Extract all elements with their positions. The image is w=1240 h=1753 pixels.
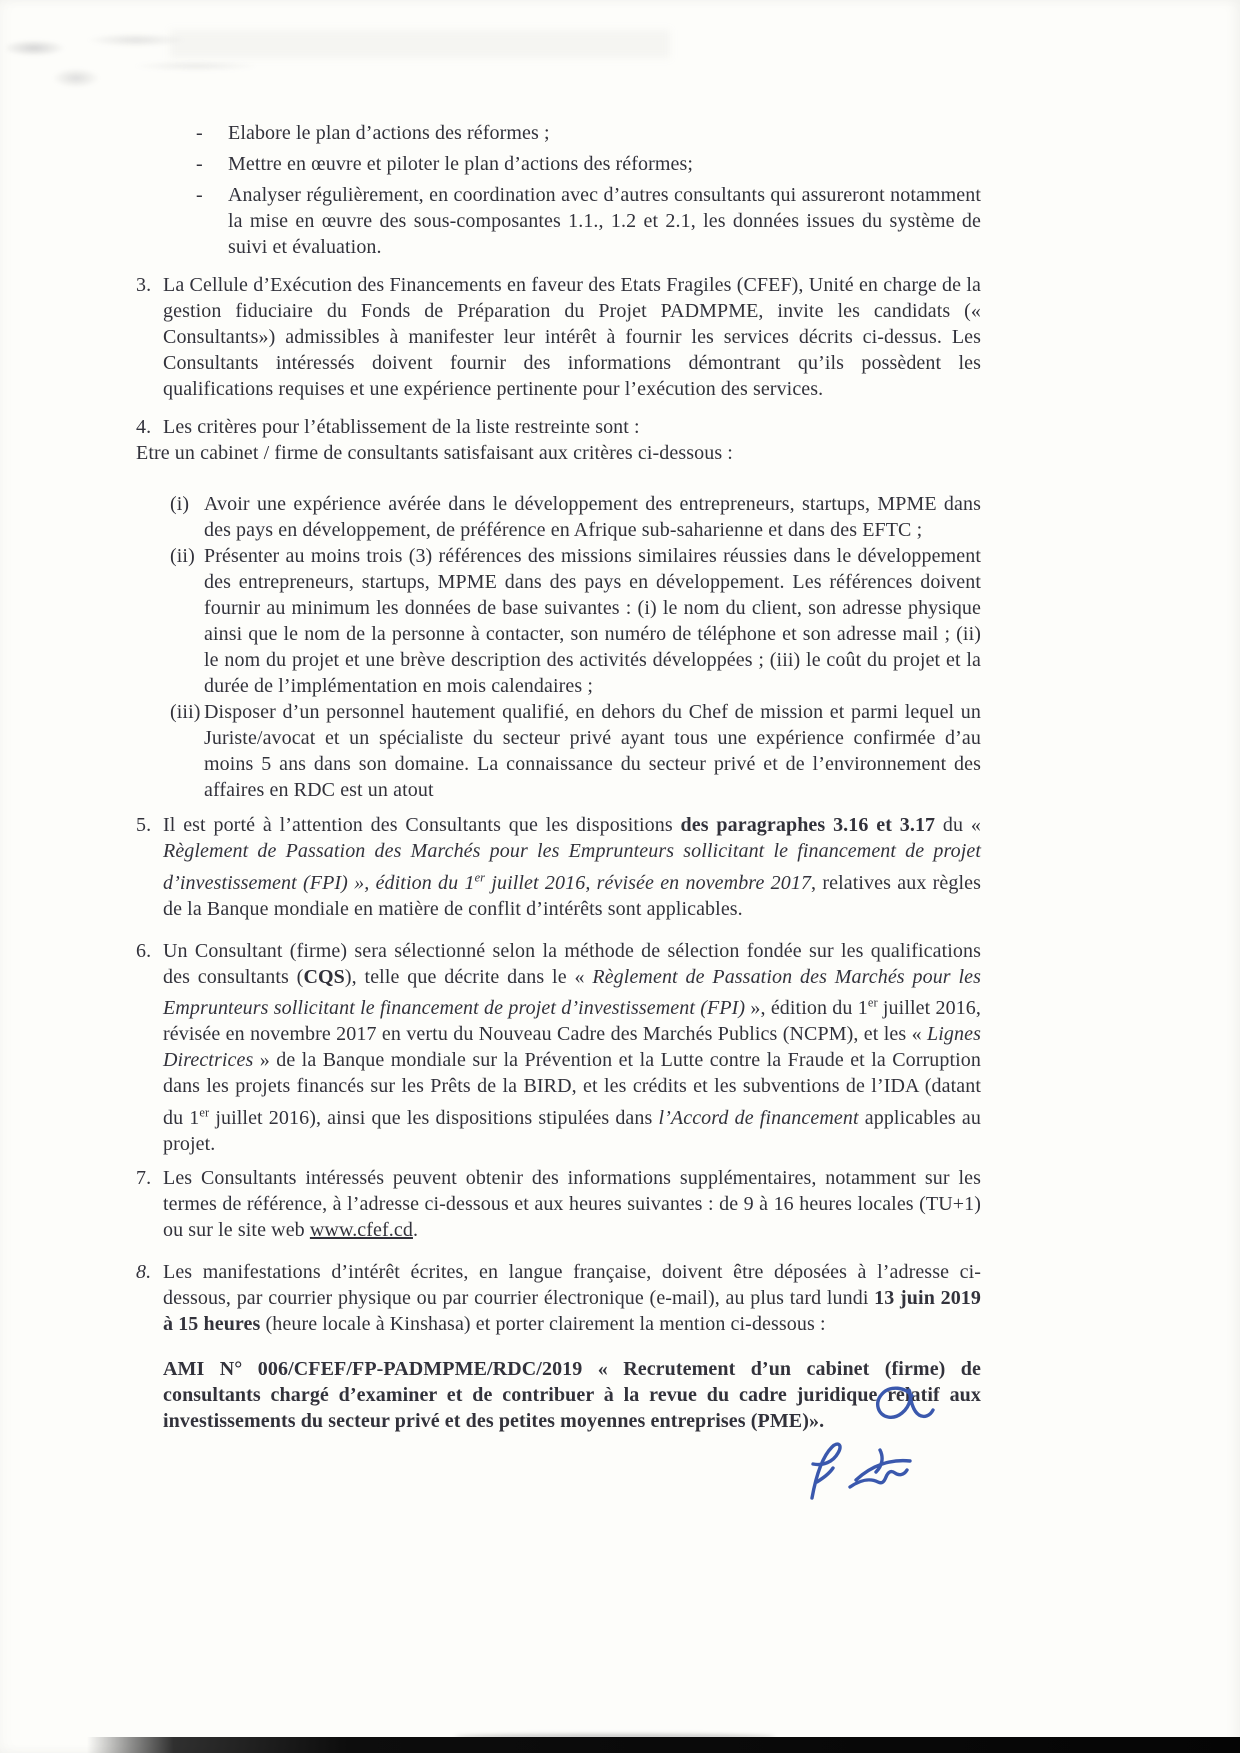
text-run: applicables au projet. [163,1106,981,1155]
criteria-list [136,491,981,803]
text-run: », édition du 1 [745,997,868,1020]
criteria-text: Disposer d’un personnel hautement qualifié, en dehors du Chef de mission et parmi lequel un Juriste/avocat et un spécialiste du secteur privé ayant tous une expérience confirmée d’au moins 5 ans dans son domaine. La connaissance du secteur privé et de l’environnement des affaires en RDC est un atout [204,701,981,801]
bullet-dash-icon: - [196,122,203,144]
text-run: Les manifestations d’intérêt écrites, en langue française, doivent être déposées à l’adresse ci-dessous, par courrier physique ou par courrier électronique (e-mail), au plus tard lundi [163,1260,981,1309]
paragraph-5 [136,812,981,922]
paragraph-4 [136,414,981,440]
paragraph-4-subtext: Etre un cabinet / firme de consultants satisfaisant aux critères ci-dessous : [136,442,733,464]
text-run: ), telle que décrite dans le « [344,965,593,988]
text-run: Les Consultants intéressés peuvent obtenir des informations supplémentaires, notamment sur les termes de référence, à l’adresse ci-dessous et aux heures suivantes : de 9 à 16 heures locales (TU+1) ou sur le site web [163,1166,981,1241]
text-run: AMI N° 006/CFEF/FP-PADMPME/RDC/2019 « Recrutement d’un cabinet (firme) de consultants chargé d’examiner et de contribuer à la revue du cadre juridique relatif aux investissements du secteur privé et des petites moyennes entreprises (PME)». [163,1357,981,1432]
bullet-text: Elabore le plan d’actions des réformes ; [228,122,550,144]
text-run: Règlement de Passation des Marchés pour les Emprunteurs sollicitant le financement de projet d’investissement (FPI) [163,965,982,1020]
bullet-item [136,182,981,260]
criteria-text: Avoir une expérience avérée dans le développement des entrepreneurs, startups, MPME dans des pays en développement, de préférence en Afrique sub-saharienne et dans des EFTC ; [204,493,981,541]
paragraph-text: La Cellule d’Exécution des Financements en faveur des Etats Fragiles (CFEF), Unité en charge de la gestion fiduciaire du Fonds de Préparation du Projet PADMPME, invite les candidats (« Consultants») admissibles à manifester leur intérêt à fournir les services décrits ci-dessus. Les Consultants intéressés doivent fournir des informations démontrant qu’ils possèdent les qualifications requises et une expérience pertinente pour l’exécution des services. [163,274,981,400]
text-run: Règlement de Passation des Marchés pour les Emprunteurs sollicitant le financement de projet d’investissement (FPI) », édition du 1 [163,840,981,894]
bullet-item [136,120,981,146]
bullet-list [136,120,981,260]
text-run: juillet 2016, révisée en novembre 2017 en vertu du Nouveau Cadre des Marchés Publics (NCPM), et les « [163,997,981,1046]
paragraph-text [163,940,981,1155]
signature-stroke [812,1444,840,1498]
paragraph-3 [136,272,981,402]
text-run: 13 juin 2019 à 15 heures [163,1286,981,1335]
criteria-number: (iii) [170,701,201,723]
paragraph-number: 3. [136,274,152,296]
criteria-number: (ii) [170,545,195,567]
text-run: Il est porté à l’attention des Consultants que les dispositions [163,814,681,836]
text-run: (heure locale à Kinshasa) et porter clairement la mention ci-dessous : [260,1312,826,1335]
text-run: CQS [303,965,345,988]
criteria-item-ii [136,543,981,699]
scan-artifact-ghost [170,30,670,58]
paragraph-number: 6. [136,939,152,962]
text-run: l’Accord de financement [658,1106,859,1129]
bullet-item [136,151,981,177]
paragraph-text [163,1167,981,1241]
criteria-item-i [136,491,981,543]
text-run: er [867,995,878,1010]
text-run: juillet 2016, révisée en novembre 2017 [485,871,812,894]
handwritten-signature [740,1368,1040,1518]
text-run: » de la Banque mondiale sur la Prévention et la Lutte contre la Fraude et la Corruption dans les projets financés sur les Prêts de la BIRD, et les crédits et les subventions de l’IDA (datant du 1 [163,1049,981,1129]
document-content [136,120,981,1434]
paragraph-8 [136,1259,981,1337]
text-run: . [412,1218,419,1241]
text-run: Un Consultant (firme) sera sélectionné selon la méthode de sélection fondée sur les qualifications des consultants ( [163,939,981,988]
text-run: des paragraphes 3.16 et 3.17 [680,814,936,836]
bullet-text: Mettre en œuvre et piloter le plan d’actions des réformes; [228,153,694,175]
text-run: , relatives aux règles de la Banque mondiale en matière de conflit d’intérêts sont applicables. [163,871,981,920]
text-run: Lignes Directrices [163,1023,981,1072]
text-run: er [474,870,486,884]
signature-stroke [878,1388,933,1417]
signature-stroke [850,1450,910,1487]
criteria-number: (i) [170,493,190,515]
paragraph-6 [136,938,981,1157]
text-run: er [199,1105,210,1120]
paragraph-7 [136,1165,981,1243]
bullet-dash-icon: - [196,184,203,206]
paragraph-number: 5. [136,814,152,836]
website-link: www.cfef.cd [309,1218,413,1241]
paragraph-number: 4. [136,416,152,438]
paragraph-text [163,814,981,920]
bullet-dash-icon: - [196,153,203,175]
scan-bottom-edge [0,1737,1240,1753]
paragraph-text: Les critères pour l’établissement de la liste restreinte sont : [163,416,640,438]
paragraph-text [163,1261,981,1335]
criteria-text: Présenter au moins trois (3) références des missions similaires réussies dans le développement des entrepreneurs, startups, MPME dans des pays en développement. Les références doivent fournir au minimum les données de base suivantes : (i) le nom du client, son adresse physique ainsi que le nom de la personne à contacter, son numéro de téléphone et son adresse mail ; (ii) le nom du projet et une brève description des activités développées ; (iii) le coût du projet et la durée de l’implémentation en mois calendaires ; [204,545,981,697]
criteria-item-iii [136,699,981,803]
bullet-text: Analyser régulièrement, en coordination avec d’autres consultants qui assureront notamment la mise en œuvre des sous-composantes 1.1., 1.2 et 2.1, les données issues du système de suivi et évaluation. [228,184,981,258]
text-run: juillet 2016), ainsi que les dispositions stipulées dans [209,1106,659,1129]
paragraph-number: 7. [136,1166,152,1189]
paragraph-number: 8. [136,1260,152,1283]
text-run: du « [935,814,982,836]
